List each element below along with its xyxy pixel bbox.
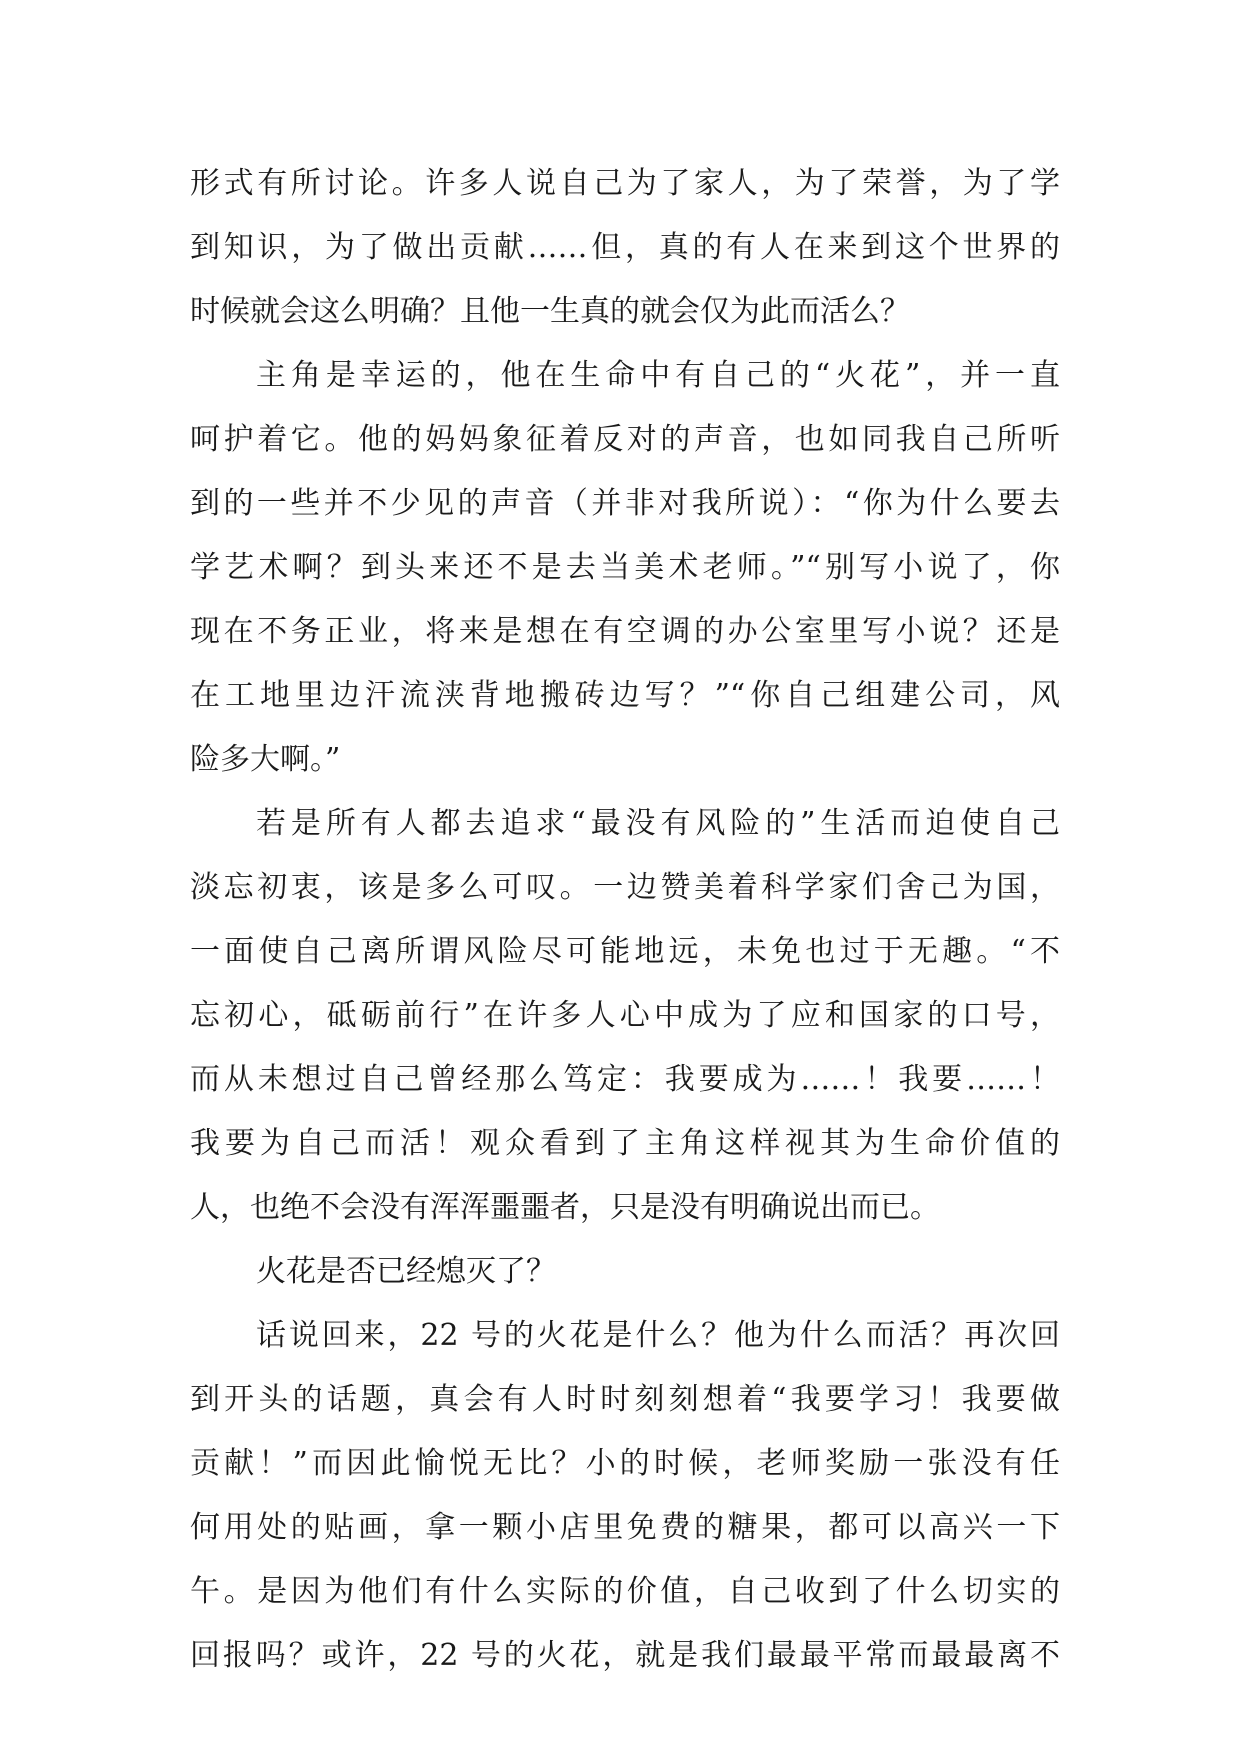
text-line-3: 时候就会这么明确？且他一生真的就会仅为此而活么？: [190, 294, 910, 329]
text-line-15: 而从未想过自己曾经那么笃定：我要成为……！我要……！: [190, 1062, 1060, 1097]
text-line-2: 到知识，为了做出贡献……但，真的有人在来到这个世界的: [190, 230, 1060, 265]
text-body: [190, 152, 1060, 1688]
text-line-18: 火花是否已经熄灭了？: [256, 1254, 556, 1289]
text-line-12: 淡忘初衷，该是多么可叹。一边赞美着科学家们舍己为国，: [190, 870, 1060, 905]
text-line-19: 话说回来，22 号的火花是什么？他为什么而活？再次回: [256, 1318, 1060, 1353]
text-line-21: 贡献！”而因此愉悦无比？小的时候，老师奖励一张没有任: [190, 1446, 1060, 1481]
text-line-1: 形式有所讨论。许多人说自己为了家人，为了荣誉，为了学: [190, 166, 1060, 201]
text-line-16: 我要为自己而活！观众看到了主角这样视其为生命价值的: [190, 1126, 1060, 1161]
text-line-13: 一面使自己离所谓风险尽可能地远，未免也过于无趣。“不: [190, 934, 1060, 969]
text-line-23: 午。是因为他们有什么实际的价值，自己收到了什么切实的: [190, 1574, 1060, 1609]
text-line-9: 在工地里边汗流浃背地搬砖边写？”“你自己组建公司，风: [190, 678, 1060, 713]
text-line-22: 何用处的贴画，拿一颗小店里免费的糖果，都可以高兴一下: [190, 1510, 1060, 1545]
text-line-10: 险多大啊。”: [190, 742, 341, 777]
text-line-6: 到的一些并不少见的声音（并非对我所说）：“你为什么要去: [190, 486, 1060, 521]
text-line-4: 主角是幸运的，他在生命中有自己的“火花”，并一直: [256, 358, 1060, 393]
text-line-20: 到开头的话题，真会有人时时刻刻想着“我要学习！我要做: [190, 1382, 1060, 1417]
text-line-14: 忘初心，砥砺前行”在许多人心中成为了应和国家的口号，: [190, 998, 1060, 1033]
text-line-8: 现在不务正业，将来是想在有空调的办公室里写小说？还是: [190, 614, 1060, 649]
text-line-24: 回报吗？或许，22 号的火花，就是我们最最平常而最最离不: [190, 1638, 1060, 1673]
text-line-11: 若是所有人都去追求“最没有风险的”生活而迫使自己: [256, 806, 1060, 841]
text-line-17: 人，也绝不会没有浑浑噩噩者，只是没有明确说出而已。: [190, 1190, 940, 1225]
text-line-7: 学艺术啊？到头来还不是去当美术老师。”“别写小说了，你: [190, 550, 1060, 585]
text-line-5: 呵护着它。他的妈妈象征着反对的声音，也如同我自己所听: [190, 422, 1060, 457]
